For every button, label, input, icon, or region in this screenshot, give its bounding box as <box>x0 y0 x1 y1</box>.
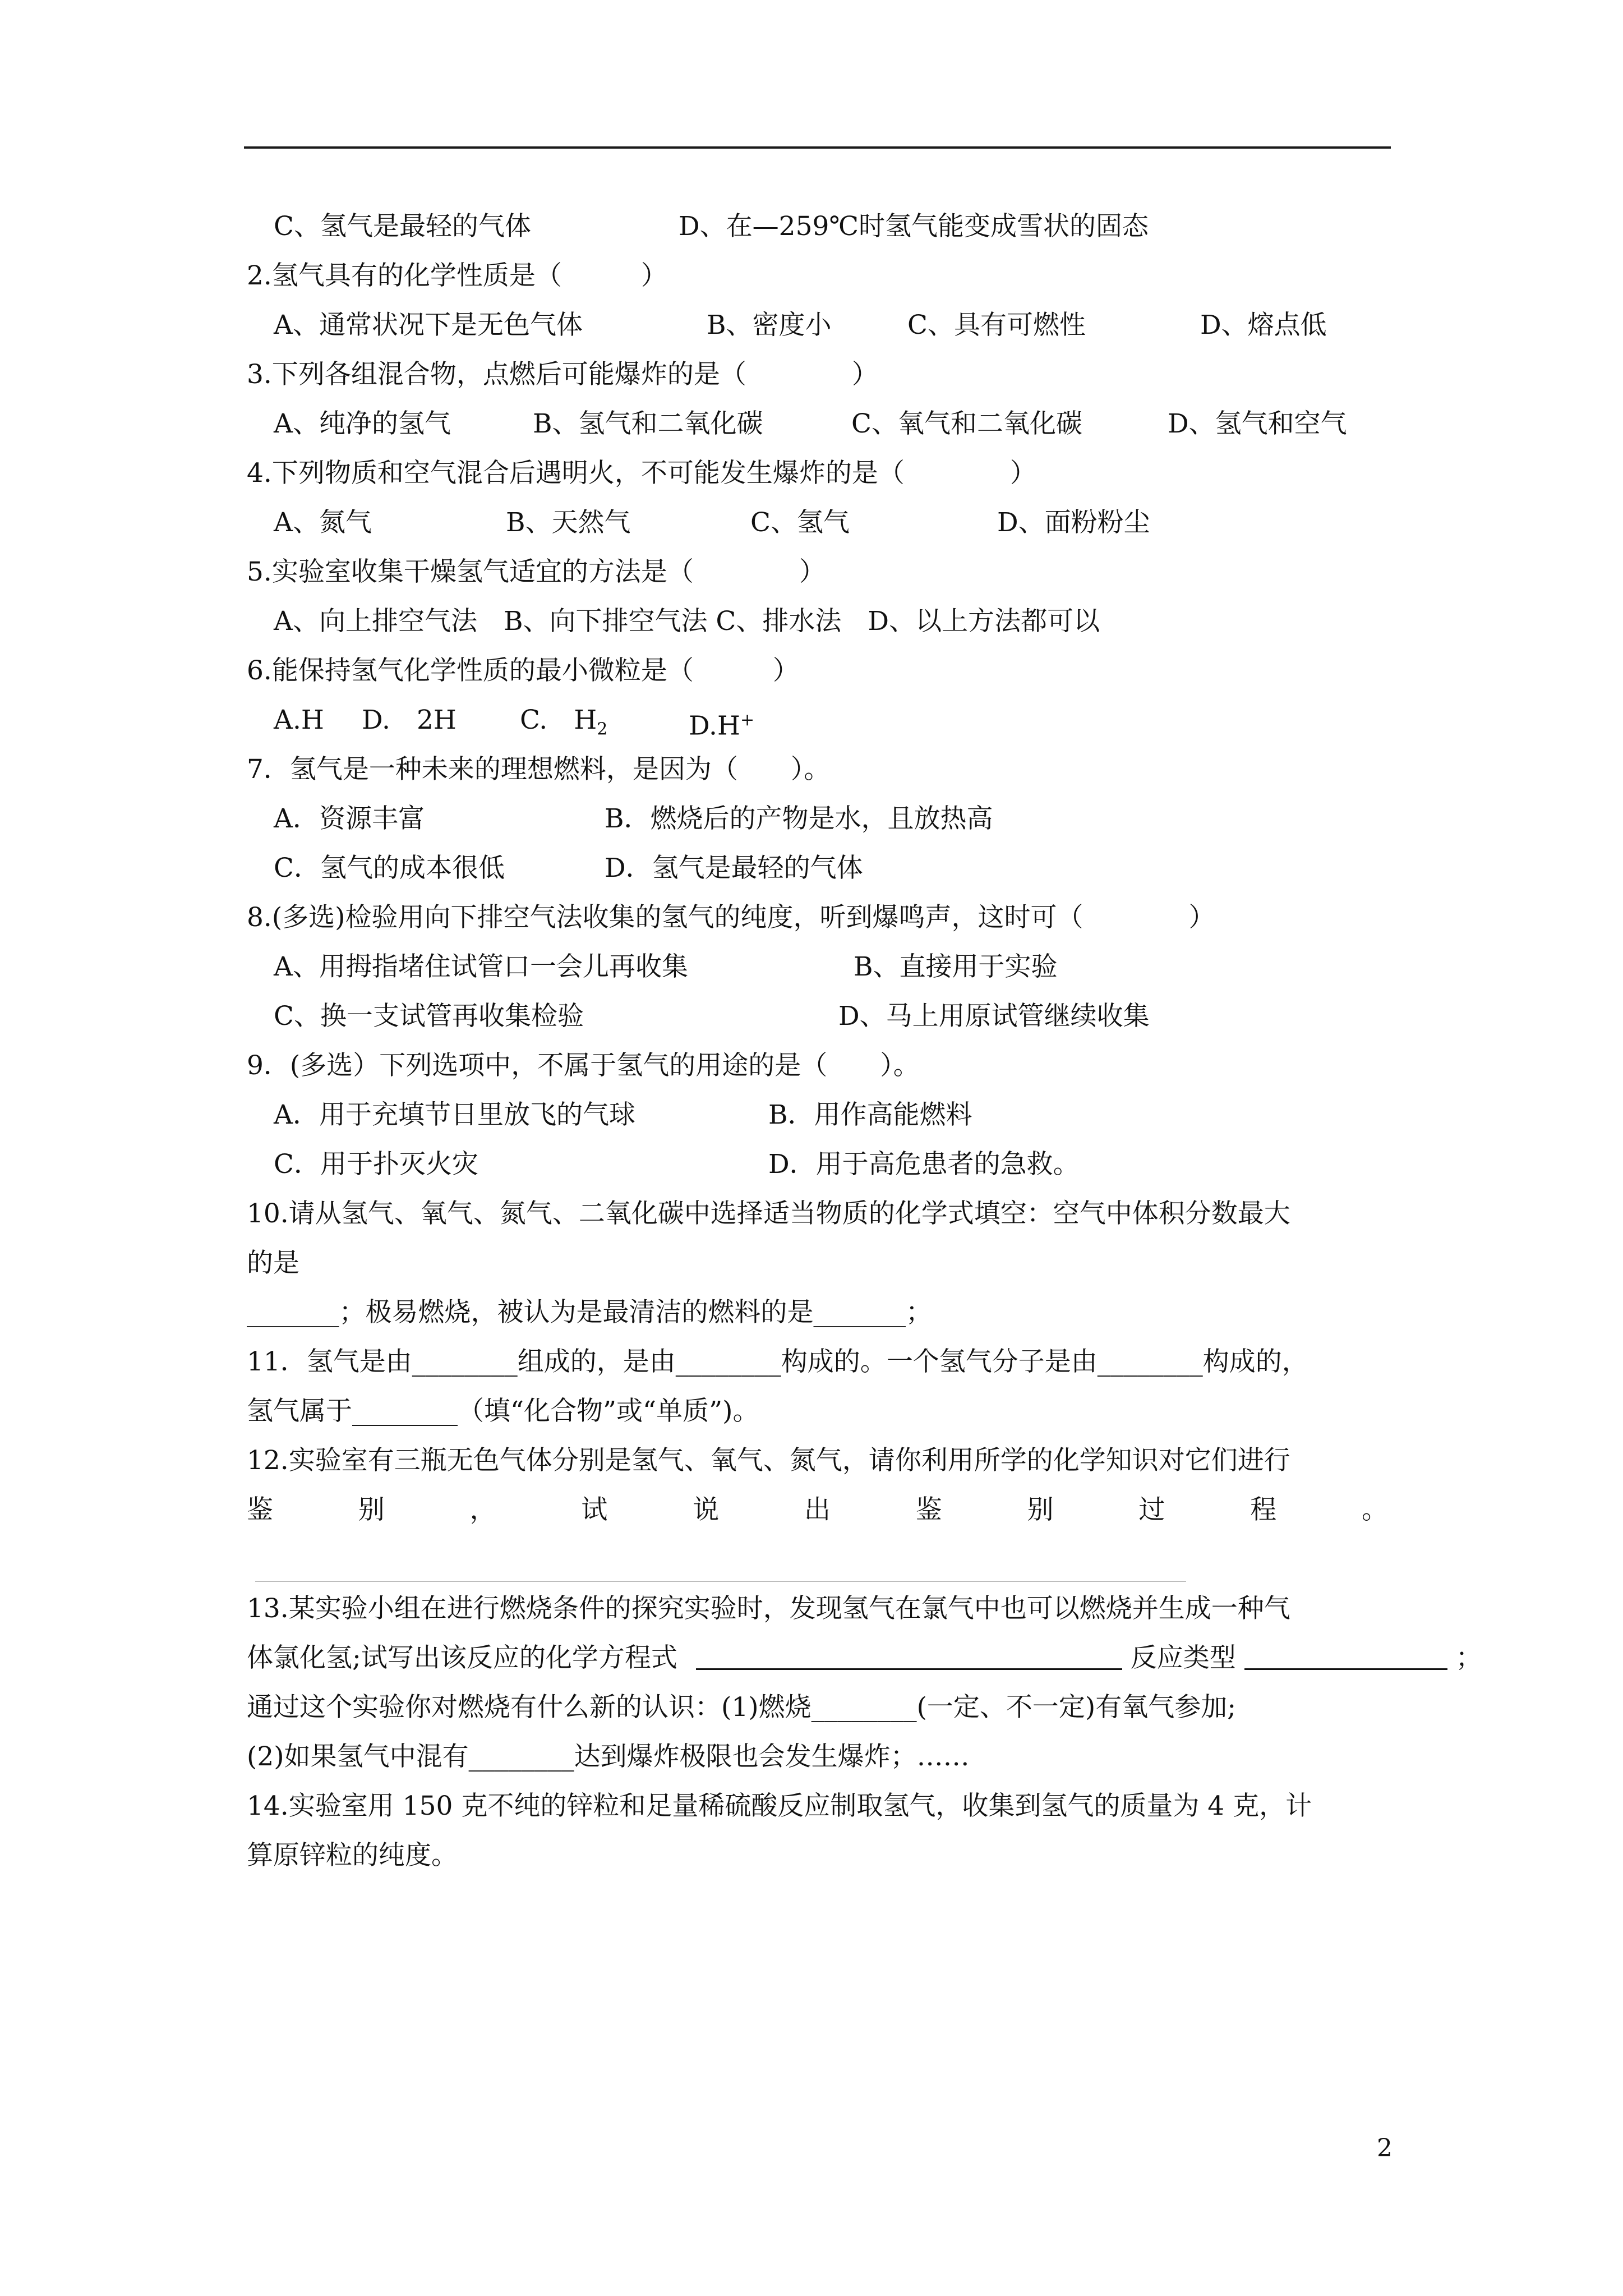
q7-option-a: A．资源丰富 <box>274 803 425 834</box>
q7-option-c: C．氢气的成本很低 <box>274 853 505 884</box>
q12-char: 别 <box>358 1494 385 1525</box>
q8-options-row-2 <box>247 992 1402 1041</box>
q12-char: 过 <box>1138 1494 1165 1525</box>
q11-line-1: 11．氢气是由________组成的，是由________构成的。一个氢气分子是由________构成的， <box>247 1346 1308 1377</box>
q13-equation-prompt: 体氯化氢;试写出该反应的化学方程式 <box>247 1642 677 1673</box>
q12-char: 程 <box>1250 1494 1277 1525</box>
q3-option-b: B、氢气和二氧化碳 <box>533 408 763 439</box>
q9-options-row-1 <box>247 1091 1402 1140</box>
q5-stem: 5.实验室收集干燥氢气适宜的方法是（ ） <box>247 556 826 587</box>
q7-options-row-1 <box>247 794 1402 844</box>
page-number: 2 <box>1377 2134 1393 2162</box>
q14-line-2: 算原锌粒的纯度。 <box>247 1840 458 1871</box>
q13-reaction-type-prompt: 反应类型 <box>1130 1642 1236 1673</box>
q9-option-d: D．用于高危患者的急救。 <box>768 1149 1080 1180</box>
q9-option-c: C．用于扑灭火灾 <box>274 1149 478 1180</box>
q5-options: A、向上排空气法 B、向下排空气法 C、排水法 D、以上方法都可以 <box>274 606 1100 637</box>
q7-option-d: D．氢气是最轻的气体 <box>605 853 863 884</box>
q2-option-d: D、熔点低 <box>1200 310 1327 341</box>
q9-option-a: A．用于充填节日里放飞的气球 <box>274 1099 635 1130</box>
q8-stem: 8.(多选)检验用向下排空气法收集的氢气的纯度，听到爆鸣声，这时可（ ） <box>247 902 1215 933</box>
q1-option-c: C、氢气是最轻的气体 <box>274 211 531 242</box>
q6-option-d <box>689 696 754 751</box>
q12-line-1: 12.实验室有三瓶无色气体分别是氢气、氧气、氮气，请你利用所学的化学知识对它们进行 <box>247 1445 1290 1476</box>
q12-char: ， <box>469 1494 496 1525</box>
q4-option-b: B、天然气 <box>506 507 631 538</box>
q8-option-c: C、换一支试管再收集检验 <box>274 1001 584 1032</box>
q12-answer-space <box>247 1535 1402 1584</box>
q13-line-3: 通过这个实验你对燃烧有什么新的认识：(1)燃烧________(一定、不一定)有氧气参加; <box>247 1692 1237 1723</box>
q13-equation-blank <box>696 1639 1122 1670</box>
q3-option-c: C、氧气和二氧化碳 <box>851 408 1082 439</box>
q3-option-a: A、纯净的氢气 <box>274 408 451 439</box>
q2-option-a: A、通常状况下是无色气体 <box>274 310 583 341</box>
q13-line-2 <box>247 1634 1482 1683</box>
q7-stem: 7．氢气是一种未来的理想燃料，是因为（ ）。 <box>247 754 831 785</box>
q6-option-d-prefix: D.H <box>689 710 740 742</box>
q14-line-1: 14.实验室用 150 克不纯的锌粒和足量稀硫酸反应制取氢气，收集到氢气的质量为 4 克，计 <box>247 1791 1312 1821</box>
q3-stem: 3.下列各组混合物，点燃后可能爆炸的是（ ） <box>247 359 878 390</box>
q7-option-b: B．燃烧后的产物是水，且放热高 <box>605 803 993 834</box>
q12-answer-line <box>255 1581 1186 1582</box>
q12-char: 说 <box>693 1494 720 1525</box>
q13-line-4: (2)如果氢气中混有________达到爆炸极限也会发生爆炸；…… <box>247 1741 970 1772</box>
q13-reaction-type-blank <box>1244 1639 1447 1670</box>
q7-options-row-2 <box>247 844 1402 893</box>
q4-option-d: D、面粉粉尘 <box>997 507 1150 538</box>
q6-option-d-superscript: + <box>740 710 755 730</box>
q10-line-2: 的是 <box>247 1248 299 1278</box>
q12-char: 试 <box>581 1494 608 1525</box>
q2-option-b: B、密度小 <box>707 310 832 341</box>
q11-line-2: 氢气属于________（填“化合物”或“单质”)。 <box>247 1396 759 1427</box>
q12-char: 别 <box>1027 1494 1054 1525</box>
q3-options-row <box>247 399 1402 449</box>
q9-option-b: B．用作高能燃料 <box>768 1099 972 1130</box>
q4-option-c: C、氢气 <box>750 507 850 538</box>
q8-option-b: B、直接用于实验 <box>854 951 1058 982</box>
q6-option-b: D. 2H <box>362 705 457 735</box>
q6-stem: 6.能保持氢气化学性质的最小微粒是（ ） <box>247 655 799 686</box>
q2-option-c: C、具有可燃性 <box>907 310 1086 341</box>
q10-line-1: 10.请从氢气、氧气、氮气、二氧化碳中选择适当物质的化学式填空：空气中体积分数最大 <box>247 1198 1290 1229</box>
header-rule <box>244 146 1391 149</box>
q6-option-c-prefix: C. H <box>520 705 597 735</box>
q9-stem: 9．(多选）下列选项中，不属于氢气的用途的是（ ）。 <box>247 1050 920 1081</box>
q12-char: 鉴 <box>915 1494 942 1525</box>
q8-options-row-1 <box>247 942 1402 992</box>
q6-options-row <box>247 696 1402 745</box>
q1-options-row <box>247 202 1402 251</box>
q10-line-3: _______；极易燃烧，被认为是最清洁的燃料的是_______； <box>247 1297 932 1328</box>
q4-options-row <box>247 498 1402 547</box>
q12-char: 出 <box>804 1494 831 1525</box>
q1-option-d: D、在—259℃时氢气能变成雪状的固态 <box>679 211 1149 242</box>
q13-line-2-end: ； <box>1455 1642 1482 1673</box>
q3-option-d: D、氢气和空气 <box>1168 408 1347 439</box>
q12-line-2 <box>247 1485 1388 1535</box>
q2-options-row <box>247 301 1402 350</box>
q12-char: 。 <box>1361 1494 1388 1525</box>
worksheet-content <box>247 202 1482 1880</box>
q4-stem: 4.下列物质和空气混合后遇明火，不可能发生爆炸的是（ ） <box>247 458 1036 489</box>
q6-option-a: A.H <box>274 705 324 735</box>
q6-option-c-subscript: 2 <box>597 719 608 739</box>
q12-char: 鉴 <box>247 1494 273 1525</box>
q4-option-a: A、氮气 <box>274 507 372 538</box>
q8-option-a: A、用拇指堵住试管口一会儿再收集 <box>274 951 688 982</box>
q13-line-1: 13.某实验小组在进行燃烧条件的探究实验时，发现氢气在氯气中也可以燃烧并生成一种气 <box>247 1593 1290 1624</box>
q9-options-row-2 <box>247 1140 1402 1189</box>
q8-option-d: D、马上用原试管继续收集 <box>838 1001 1150 1032</box>
q5-options-row <box>247 597 1402 646</box>
q2-stem: 2.氢气具有的化学性质是（ ） <box>247 260 667 291</box>
